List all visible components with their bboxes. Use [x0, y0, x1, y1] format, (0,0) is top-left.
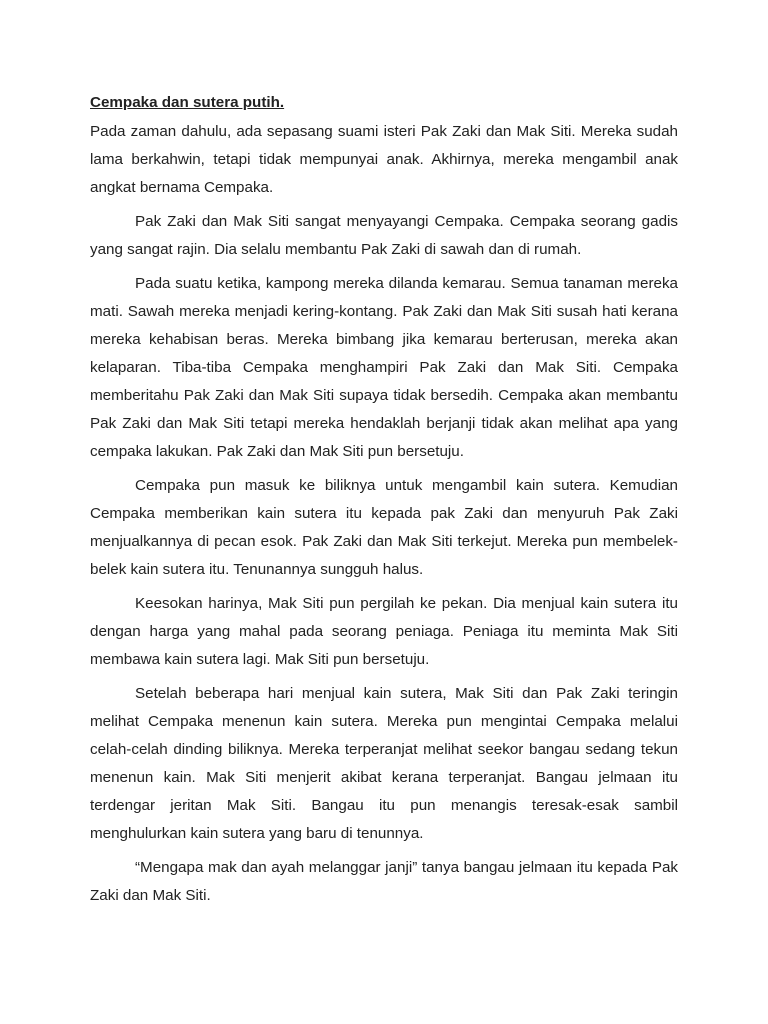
paragraph-3: Pada suatu ketika, kampong mereka dilanda kemarau. Semua tanaman mereka mati. Sawah mereka menjadi kering-kontang. Pak Zaki dan Mak Siti susah hati kerana mereka kehabisan beras. Mereka bimbang jika kemarau berterusan, mereka akan kelaparan. Tiba-tiba Cempaka menghampiri Pak Zaki dan Mak Siti. Cempaka memberitahu Pak Zaki dan Mak Siti supaya tidak bersedih. Cempaka akan membantu Pak Zaki dan Mak Siti tetapi mereka hendaklah berjanji tidak akan melihat apa yang cempaka lakukan. Pak Zaki dan Mak Siti pun bersetuju.: [90, 275, 678, 460]
paragraph-4: Cempaka pun masuk ke biliknya untuk mengambil kain sutera. Kemudian Cempaka memberikan kain sutera itu kepada pak Zaki dan menyuruh Pak Zaki menjualkannya di pecan esok. Pak Zaki dan Mak Siti terkejut. Mereka pun membelek-belek kain sutera itu. Tenunannya sungguh halus.: [90, 477, 678, 578]
document-page: [90, 92, 678, 916]
paragraph-1: Pada zaman dahulu, ada sepasang suami isteri Pak Zaki dan Mak Siti. Mereka sudah lama berkahwin, tetapi tidak mempunyai anak. Akhirnya, mereka mengambil anak angkat bernama Cempaka.: [90, 123, 678, 196]
document-title: Cempaka dan sutera putih.: [90, 94, 285, 111]
paragraph-2: Pak Zaki dan Mak Siti sangat menyayangi Cempaka. Cempaka seorang gadis yang sangat rajin. Dia selalu membantu Pak Zaki di sawah dan di rumah.: [90, 213, 678, 258]
paragraph-6: Setelah beberapa hari menjual kain sutera, Mak Siti dan Pak Zaki teringin melihat Cempaka menenun kain sutera. Mereka pun mengintai Cempaka melalui celah-celah dinding biliknya. Mereka terperanjat melihat seekor bangau sedang tekun menenun kain. Mak Siti menjerit akibat kerana terperanjat. Bangau jelmaan itu terdengar jeritan Mak Siti. Bangau itu pun menangis teresak-esak sambil menghulurkan kain sutera yang baru di tenunnya.: [90, 685, 678, 842]
paragraph-5: Keesokan harinya, Mak Siti pun pergilah ke pekan. Dia menjual kain sutera itu dengan harga yang mahal pada seorang peniaga. Peniaga itu meminta Mak Siti membawa kain sutera lagi. Mak Siti pun bersetuju.: [90, 595, 678, 668]
paragraph-7: “Mengapa mak dan ayah melanggar janji” tanya bangau jelmaan itu kepada Pak Zaki dan Mak Siti.: [90, 859, 678, 904]
